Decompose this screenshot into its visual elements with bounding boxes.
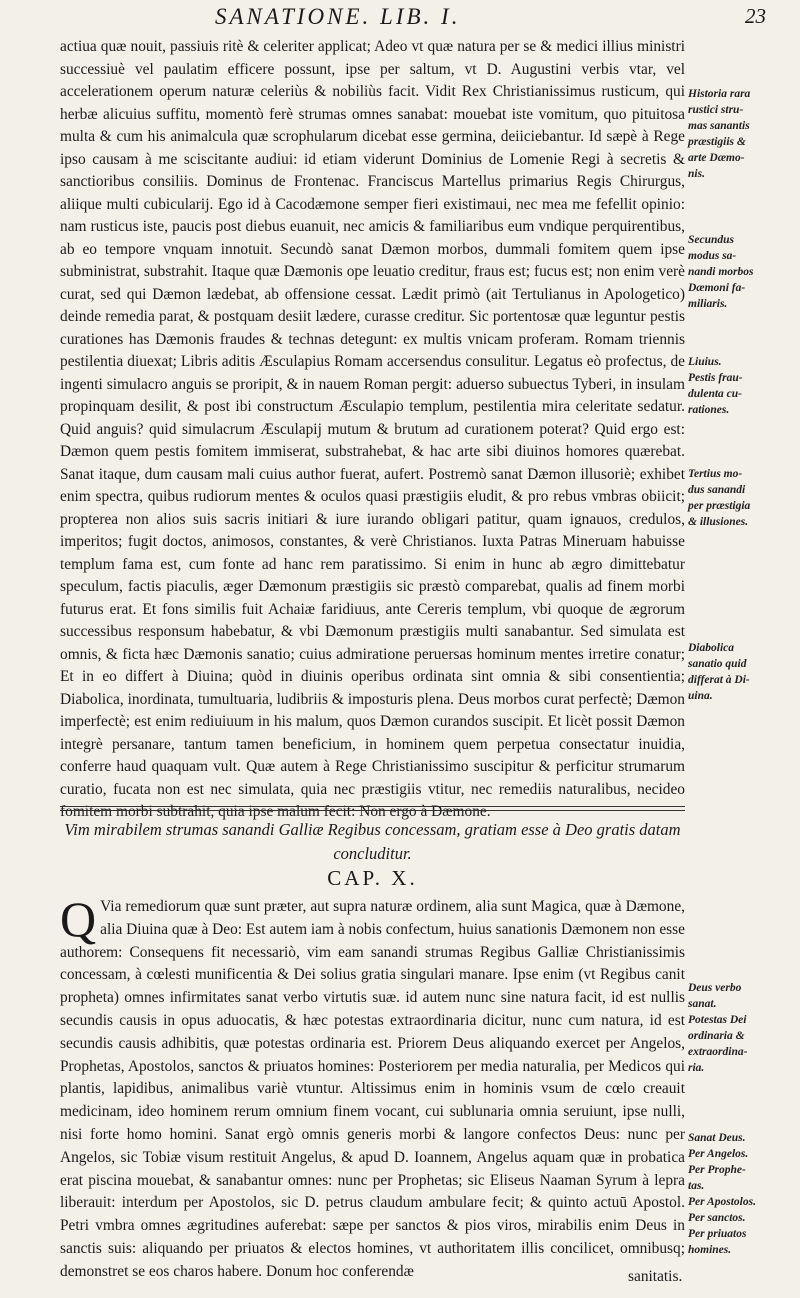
marginal-note-line: Per priuatos [688, 1228, 747, 1240]
marginal-note [688, 466, 796, 530]
marginal-note-line: ria. [688, 1062, 705, 1074]
marginal-note-line: Dæmoni fa- [688, 282, 746, 294]
marginal-note-line: Deus verbo [688, 982, 742, 994]
page-number: 23 [745, 4, 766, 28]
marginal-note-line: dus sanandi [688, 484, 746, 496]
marginal-note [688, 980, 796, 1076]
marginal-note-line: Sanat Deus. [688, 1132, 746, 1144]
marginal-note-line: ordinaria & [688, 1030, 745, 1042]
marginal-note-line: rationes. [688, 404, 730, 416]
main-paragraph: actiua quæ nouit, passiuis ritè & celeriter applicat; Adeo vt quæ natura per se & medici illius ministri successiuè vel paulatim efficere possunt, ipse per saltum, vt D. Augustini verbis vtar, vel accelerationem operum naturæ celeriùs & nobiliùs facit. Vidit Rex Christianissimus rusticum, qui herbæ alicuius suffitu, momentò ferè strumas omnes sanabat: mouebat iste vomitum, quo pituitosa multa & cum his animalcula quæ scrophularum dicebat esse germina, deiiciebantur. Id sæpè à Rege ipso causam à me sciscitante audiui: id etiam viderunt Dominius de Lomenie Regi à secretis & sanctioribus consiliis. Dominus de Frontenac. Franciscus Martellus primarius Regis Chirurgus, aliique multi cubicularij. Ego id à Cacodæmone semper fieri existimaui, nec mea me fefellit opinio: nam rusticus iste, paucis post diebus euanuit, nec amicis & familiaribus eum vndique perquirentibus, ab eo tempore vnquam innotuit. Secundò sanat Dæmon morbos, dummali fomitem quem ipse subministrat, substrahit. Itaque quæ Dæmonis ope leuatio creditur, fraus est; fucus est; non enim verè curat, sed qui Dæmon lædebat, ab offensione cessat. Lædit primò (ait Tertulianus in Apologetico) deinde remedia parat, & postquam desiit lædere, curasse creditur. Sic portentosæ quæ leguntur pestis curationes has Dæmonis fraudes & technas detegunt: ex multis vnicam proferam. Romam triennis pestilentia diuexat; Libris aditis Æsculapius Romam accersendus consulitur. Legatus eò profectus, de ingenti simulacro anguis se proripit, & in nauem Roman pergit: aduerso subuectus Tyberi, in insulam propinquam desilit, & post ibi constructum Æsculapio templum, pestilentia mira celeritate sedatur. Quid anguis? quid simulacrum Æsculapij mutum & brutum ad curationem poterat? Quid ergo est: Dæmon quem pestis fomitem immiserat, substrahebat, & hac arte sibi diuinos homores quærebat. Sanat itaque, dum causam mali cuius author fuerat, aufert. Postremò sanat Dæmon illusoriè; exhibet enim spectra, quibus rudiorum mentes & oculos quasi præstigiis eludit, & pro rebus vmbras obiicit; propterea non alios suis sacris initiari & iure iurando obligari patitur, quam ignauos, credulos, imperitos; fugit doctos, animosos, constantes, & verè Christianos. Iuxta Patras Mineruam habuisse templum fama est, cum fonte ad hanc rem paratissimo. Si enim in hunc ab ægro dimittebatur speculum, factis piaculis, æger Dæmonum præstigiis sic præstò comparebat, qualis ad finem morbi futurus erat. Et fons similis fuit Achaiæ faridiuus, ante Cereris templum, vbi quoque de ægrorum successibus responsum habebatur, & vbi Dæmonum præstigiis multi sanabantur. Sed simulata est omnis, & ficta hæc Dæmonis sanatio; cuius admiratione peruersas hominum mentes irretire conatur; Et in eo differt à Diuina; quòd in diuinis operibus ordinata sint omnia & sibi consentientia; Diabolica, inordinata, tumultuaria, ludibriis & imposturis plena. Deus morbos curat perfectè; Dæmon imperfectè; est enim rediuiuum in his malum, quos Dæmon curandos suscipit. Et licèt possit Dæmon integrè persanare, tantum tamen beneficium, in hominem quem perpetua consectatur inuidia, conferre haud quaquam vult. Quæ autem à Rege Christianissimo suscipitur & perficitur strumarum curatio, fucata non est nec simulata, quia nec præstigiis vtitur, nec remediis naturalibus, necideo fomitem morbi subtrahit, quia ipse malum fecit: Non ergo à Dæmone. [60, 38, 685, 820]
marginal-note-line: mas sanantis [688, 120, 750, 132]
drop-cap: Q [60, 891, 97, 947]
marginal-note-line: arte Dæmo- [688, 152, 745, 164]
marginal-note-line: & illusiones. [688, 516, 749, 528]
marginal-note-line: extraordina- [688, 1046, 748, 1058]
marginal-note-line: Per sanctos. [688, 1212, 746, 1224]
chapter-text-block [60, 891, 685, 1284]
marginal-note-line: sanatio quid [688, 658, 747, 670]
main-text-block [60, 36, 685, 824]
running-title: SANATIONE. LIB. I. [215, 4, 461, 29]
marginal-note-line: nandi morbos [688, 266, 754, 278]
marginal-note-line: rustici stru- [688, 104, 744, 116]
marginal-note-line: differat à Di- [688, 674, 750, 686]
section-rule-top [60, 806, 685, 807]
marginal-note-line: modus sa- [688, 250, 737, 262]
marginal-note-line: sanat. [688, 998, 717, 1010]
marginal-note-line: præstigiis & [688, 136, 746, 148]
marginal-note-line: nis. [688, 168, 705, 180]
marginal-note-line: Per Apostolos. [688, 1196, 756, 1208]
marginal-note-line: Historia rara [688, 88, 751, 100]
marginal-note [688, 232, 796, 312]
chapter-paragraph: Via remediorum quæ sunt præter, aut supra naturæ ordinem, alia sunt Magica, quæ à Dæmone, alia Diuina quæ à Deo: Est autem iam à nobis confectum, huius sanationis Dæmonem non esse authorem: Consequens fit necessariò, vim eam sanandi strumas Regibus Galliæ Christianissimis concessam, à cœlesti munificentia & Dei solius gratia singulari manare. Ipse enim (vt Regibus canit propheta) omnes infirmitates sanat verbo virtutis suæ. id autem nunc sine natura facit, id est nullis secundis causis in opus aduocatis, & hæc potestas extraordinaria dicitur, nunc cum natura, id est secundis causis adhibitis, quæ potestas ordinaria est. Priorem Deus aliquando exercet per Angelos, Prophetas, Apostolos, sanctos & priuatos homines: Posteriorem per media naturalia, per Medicos qui plantis, lapidibus, animalibus variè vtuntur. Altissimus enim in hominis vsum de cœlo creauit medicinam, ideo hominem rerum omnium finem vocant, cui sublunaria omnia seruiunt, ipse nulli, nisi forte homo homini. Sanat ergò omnis generis morbi & langore confectos Deus: nunc per Angelos, sic Tobiæ visum restituit Angelus, & apud D. Ioannem, Angelus aquam quæ in probatica erat piscina mouebat, & sanabantur omnes: nunc per Prophetas; sic Eliseus Naaman Syrum à lepra liberauit: interdum per Apostolos, sic D. petrus claudum ambulare fecit; & quinto actuū Apostol. Petri vmbra omnes ægritudines auferebat: sæpe per sanctos & pios viros, mirabilis enim Deus in sanctis suis: aliquando per priuatos & electos homines, vt authoritatem illis concilicet, omnibusq; demonstret se eos charos habere. Donum hoc conferendæ [60, 898, 685, 1280]
marginal-note [688, 86, 796, 182]
catchword: sanitatis. [628, 1268, 683, 1285]
marginal-note [688, 640, 796, 704]
marginal-note-line: Per Angelos. [688, 1148, 749, 1160]
running-head [0, 4, 800, 38]
marginal-note-line: Diabolica [688, 642, 734, 654]
section-rule-bottom [60, 810, 685, 811]
marginal-note-line: uina. [688, 690, 713, 702]
chapter-summary: Vim mirabilem strumas sanandi Galliæ Regibus concessam, gratiam esse à Deo gratis datam concluditur. [64, 820, 681, 863]
marginal-note-line: Secundus [688, 234, 735, 246]
marginal-note-line: homines. [688, 1244, 732, 1256]
marginal-note-line: miliaris. [688, 298, 728, 310]
marginal-note-line: per præstigia [688, 500, 751, 512]
marginal-note-line: tas. [688, 1180, 705, 1192]
marginal-note [688, 354, 796, 418]
marginal-note-line: Liuius. [688, 356, 722, 368]
marginal-note-line: Pestis frau- [688, 372, 743, 384]
marginal-note-line: Potestas Dei [688, 1014, 747, 1026]
marginal-note [688, 1130, 796, 1258]
chapter-heading: CAP. X. [327, 866, 418, 890]
marginal-note-line: Tertius mo- [688, 468, 743, 480]
marginal-note-line: dulenta cu- [688, 388, 742, 400]
marginal-note-line: Per Prophe- [688, 1164, 746, 1176]
